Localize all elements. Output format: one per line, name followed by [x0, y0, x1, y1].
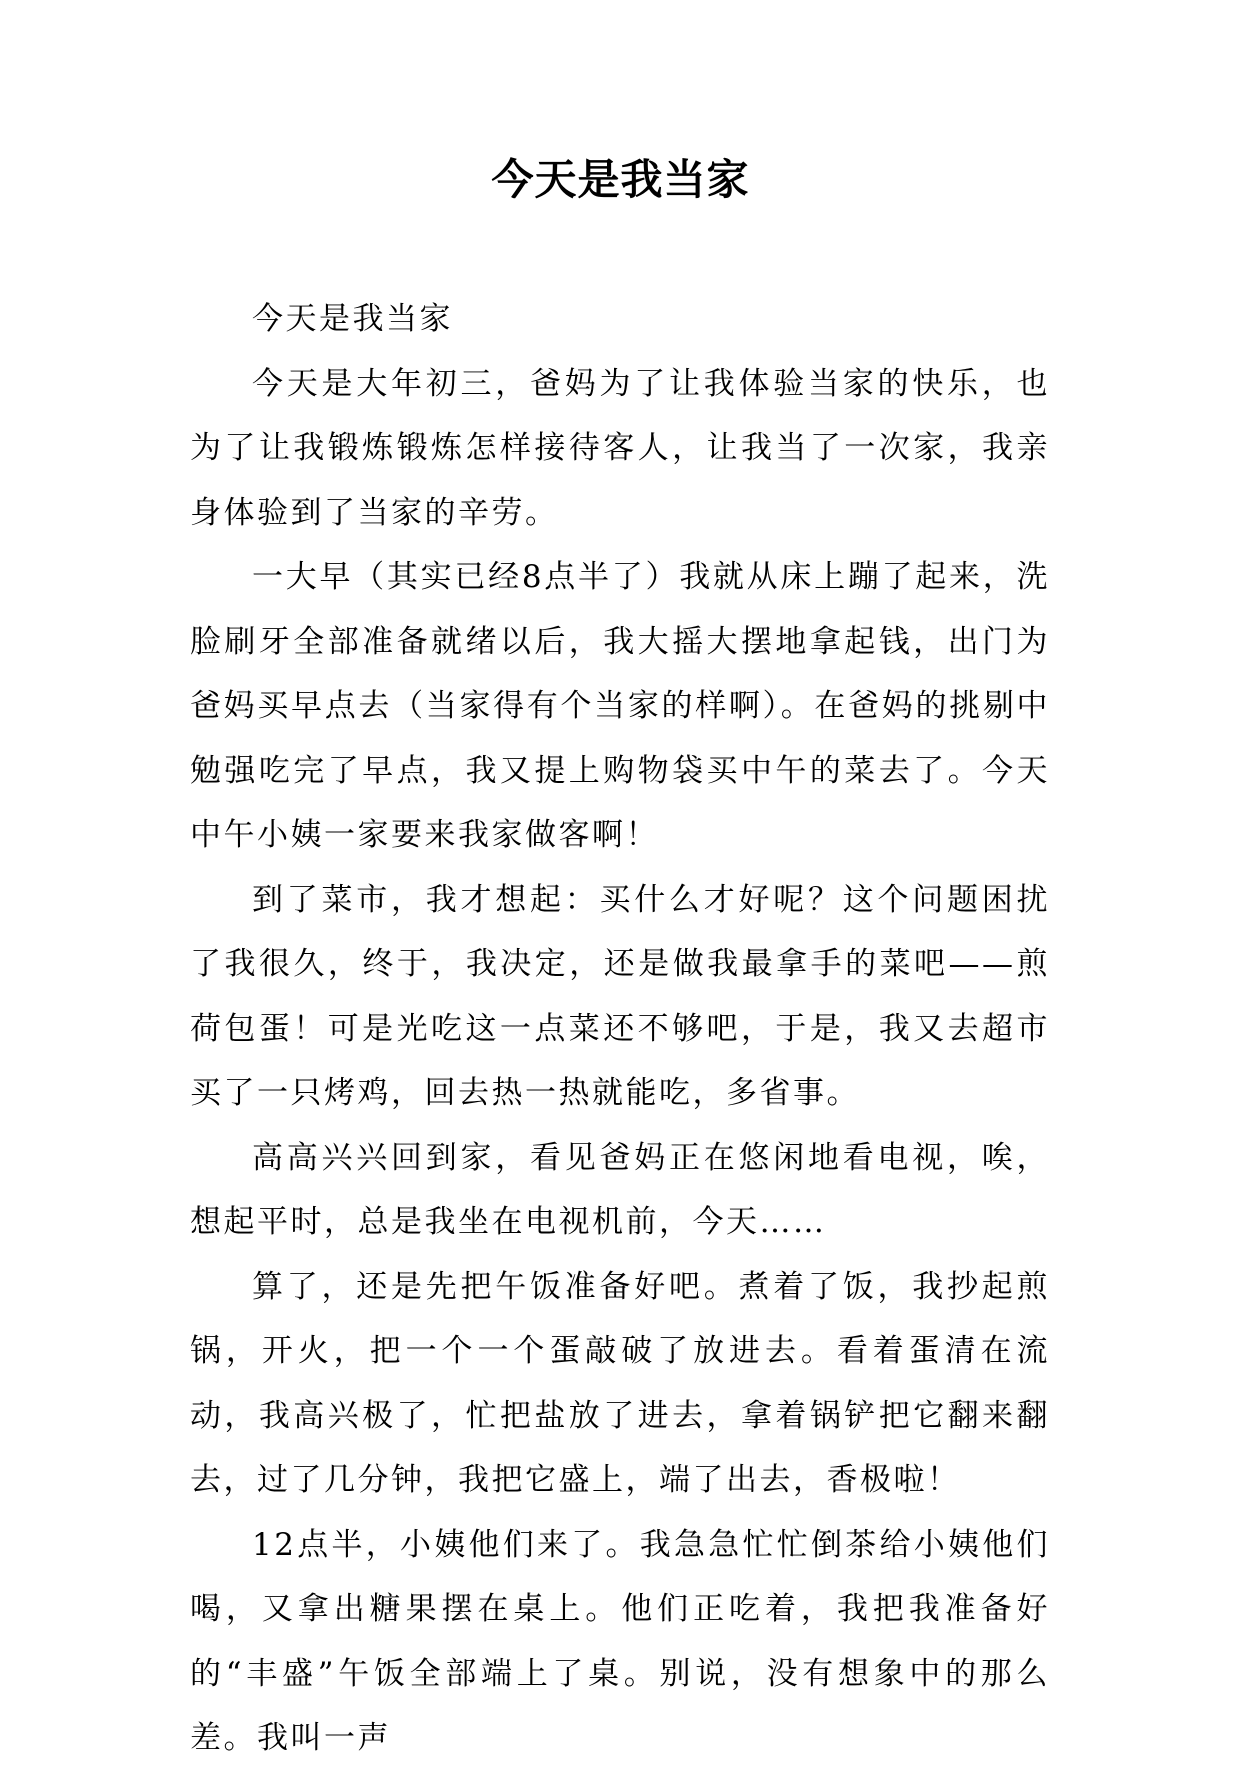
paragraph: 12点半，小姨他们来了。我急急忙忙倒茶给小姨他们喝，又拿出糖果摆在桌上。他们正吃着，我把我准备好的“丰盛”午饭全部端上了桌。别说，没有想象中的那么差。我叫一声 [190, 1526, 1050, 1756]
document-title: 今天是我当家 [491, 155, 750, 204]
paragraph: 今天是大年初三，爸妈为了让我体验当家的快乐，也为了让我锻炼锻炼怎样接待客人，让我当了一次家，我亲身体验到了当家的辛劳。 [190, 365, 1050, 531]
document-body [190, 287, 1050, 1771]
paragraph: 今天是我当家 [252, 301, 453, 337]
paragraph: 到了菜市，我才想起：买什么才好呢？这个问题困扰了我很久，终于，我决定，还是做我最拿手的菜吧——煎荷包蛋！可是光吃这一点菜还不够吧，于是，我又去超市买了一只烤鸡，回去热一热就能吃，多省事。 [190, 881, 1050, 1111]
paragraph: 算了，还是先把午饭准备好吧。煮着了饭，我抄起煎锅，开火，把一个一个蛋敲破了放进去。看着蛋清在流动，我高兴极了，忙把盐放了进去，拿着锅铲把它翻来翻去，过了几分钟，我把它盛上，端了出去，香极啦！ [190, 1268, 1050, 1498]
paragraph: 高高兴兴回到家，看见爸妈正在悠闲地看电视，唉，想起平时，总是我坐在电视机前，今天…… [190, 1139, 1050, 1240]
paragraph: 一大早（其实已经8点半了）我就从床上蹦了起来，洗脸刷牙全部准备就绪以后，我大摇大摆地拿起钱，出门为爸妈买早点去（当家得有个当家的样啊）。在爸妈的挑剔中勉强吃完了早点，我又提上购物袋买中午的菜去了。今天中午小姨一家要来我家做客啊！ [190, 559, 1050, 853]
